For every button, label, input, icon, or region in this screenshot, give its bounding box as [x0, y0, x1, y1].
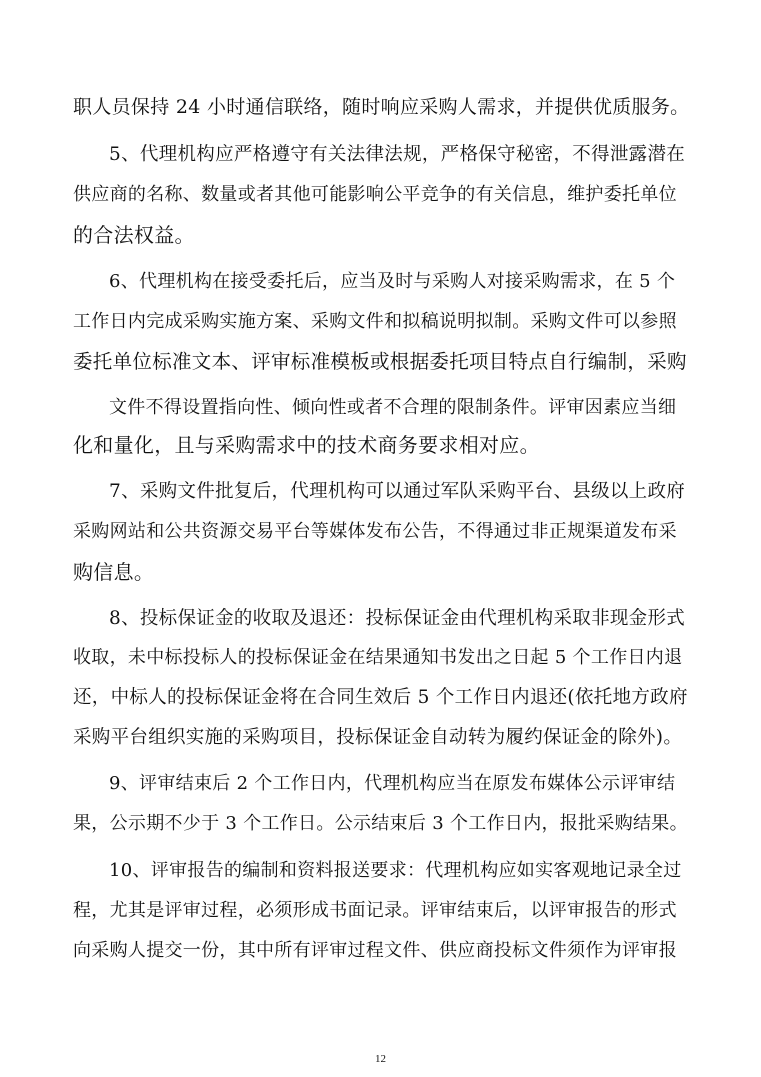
text-line: 文件不得设置指向性、倾向性或者不合理的限制条件。评审因素应当细	[109, 397, 677, 418]
text-line: 9、评审结束后 2 个工作日内，代理机构应当在原发布媒体公示评审结	[109, 773, 676, 794]
page-number: 12	[375, 1053, 386, 1065]
text-line: 7、采购文件批复后，代理机构可以通过军队采购平台、县级以上政府	[109, 481, 686, 502]
text-line: 工作日内完成采购实施方案、采购文件和拟稿说明拟制。采购文件可以参照	[73, 311, 677, 332]
text-line: 采购网站和公共资源交易平台等媒体发布公告，不得通过非正规渠道发布采	[73, 521, 677, 542]
text-line: 8、投标保证金的收取及退还：投标保证金由代理机构采取非现金形式	[109, 608, 686, 629]
text-line: 果，公示期不少于 3 个工作日。公示结束后 3 个工作日内，报批采购结果。	[73, 813, 688, 834]
text-line: 供应商的名称、数量或者其他可能影响公平竞争的有关信息，维护委托单位	[73, 184, 677, 205]
text-line: 职人员保持 24 小时通信联络，随时响应采购人需求，并提供优质服务。	[73, 96, 690, 118]
text-line: 向采购人提交一份，其中所有评审过程文件、供应商投标文件须作为评审报	[73, 940, 677, 961]
text-line: 6、代理机构在接受委托后，应当及时与采购人对接采购需求，在 5 个	[109, 271, 676, 292]
text-line: 采购平台组织实施的采购项目，投标保证金自动转为履约保证金的除外)。	[73, 727, 683, 748]
text-line: 委托单位标准文本、评审标准模板或根据委托项目特点自行编制，采购	[73, 350, 687, 373]
text-line: 程，尤其是评审过程，必须形成书面记录。评审结束后，以评审报告的形式	[73, 900, 677, 921]
text-line: 购信息。	[73, 560, 155, 584]
text-line: 收取，未中标投标人的投标保证金在结果通知书发出之日起 5 个工作日内退	[73, 647, 683, 668]
text-line: 化和量化，且与采购需求中的技术商务要求相对应。	[73, 433, 540, 457]
text-line: 10、评审报告的编制和资料报送要求：代理机构应如实客观地记录全过	[109, 860, 682, 881]
text-line: 5、代理机构应严格遵守有关法律法规，严格保守秘密，不得泄露潜在	[109, 144, 686, 165]
text-line: 的合法权益。	[73, 223, 195, 247]
text-line: 还，中标人的投标保证金将在合同生效后 5 个工作日内退还(依托地方政府	[73, 687, 688, 708]
